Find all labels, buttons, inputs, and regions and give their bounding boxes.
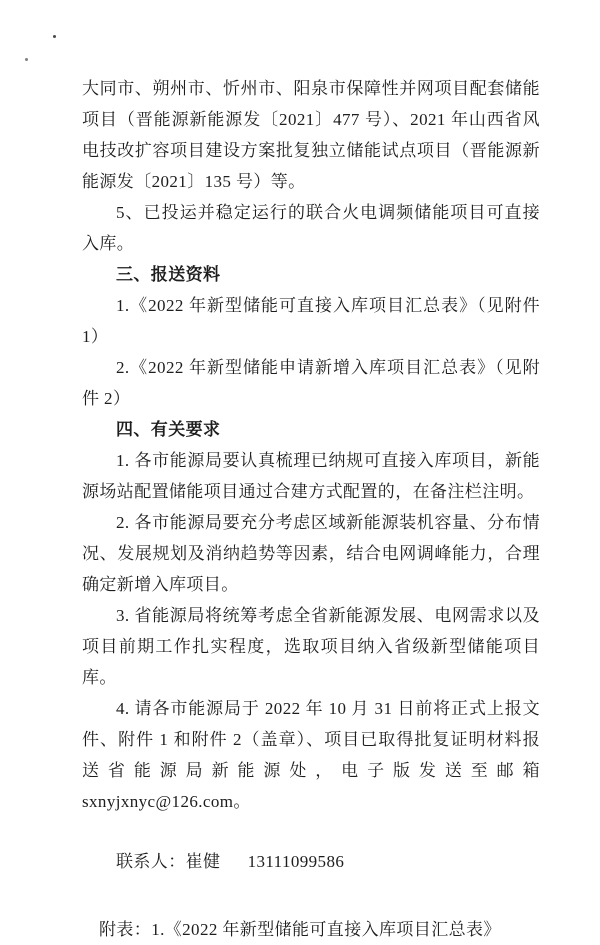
list-item-attachment-1: 1.《2022 年新型储能可直接入库项目汇总表》（见附件 1） bbox=[82, 296, 540, 346]
body-paragraph-continuation: 大同市、朔州市、忻州市、阳泉市保障性并网项目配套储能项目（晋能源新能源发〔2021〕477 号）、2021 年山西省风电技改扩容项目建设方案批复独立储能试点项目（晋能源新能源发〔2021〕135 号）等。 bbox=[82, 79, 540, 191]
contact-name: 崔健 bbox=[185, 852, 221, 871]
requirement-item-1: 1. 各市能源局要认真梳理已纳规可直接入库项目，新能源场站配置储能项目通过合建方式配置的，在备注栏注明。 bbox=[82, 451, 540, 501]
list-item-attachment-2: 2.《2022 年新型储能申请新增入库项目汇总表》（见附件 2） bbox=[82, 358, 540, 408]
contact-line bbox=[82, 846, 540, 877]
body-paragraph-item-5: 5、已投运并稳定运行的联合火电调频储能项目可直接入库。 bbox=[82, 203, 540, 253]
section-heading-4: 四、有关要求 bbox=[116, 420, 221, 439]
contact-phone: 13111099586 bbox=[247, 852, 345, 871]
requirement-item-2: 2. 各市能源局要充分考虑区域新能源装机容量、分布情况、发展规划及消纳趋势等因素，结合电网调峰能力，合理确定新增入库项目。 bbox=[82, 513, 540, 594]
document-body bbox=[82, 73, 540, 945]
attachment-list-line: 附表：1.《2022 年新型储能可直接入库项目汇总表》 bbox=[99, 920, 501, 939]
requirement-item-3: 3. 省能源局将统筹考虑全省新能源发展、电网需求以及项目前期工作扎实程度，选取项目纳入省级新型储能项目库。 bbox=[82, 606, 540, 687]
scan-speck bbox=[25, 58, 28, 61]
contact-label: 联系人： bbox=[116, 852, 186, 871]
section-heading-3: 三、报送资料 bbox=[116, 265, 221, 284]
requirement-item-4: 4. 请各市能源局于 2022 年 10 月 31 日前将正式上报文件、附件 1 和附件 2（盖章）、项目已取得批复证明材料报送省能源局新能源处，电子版发送至邮箱 sxnyjxnyc@126.com。 bbox=[82, 699, 540, 811]
scan-speck bbox=[53, 35, 56, 38]
